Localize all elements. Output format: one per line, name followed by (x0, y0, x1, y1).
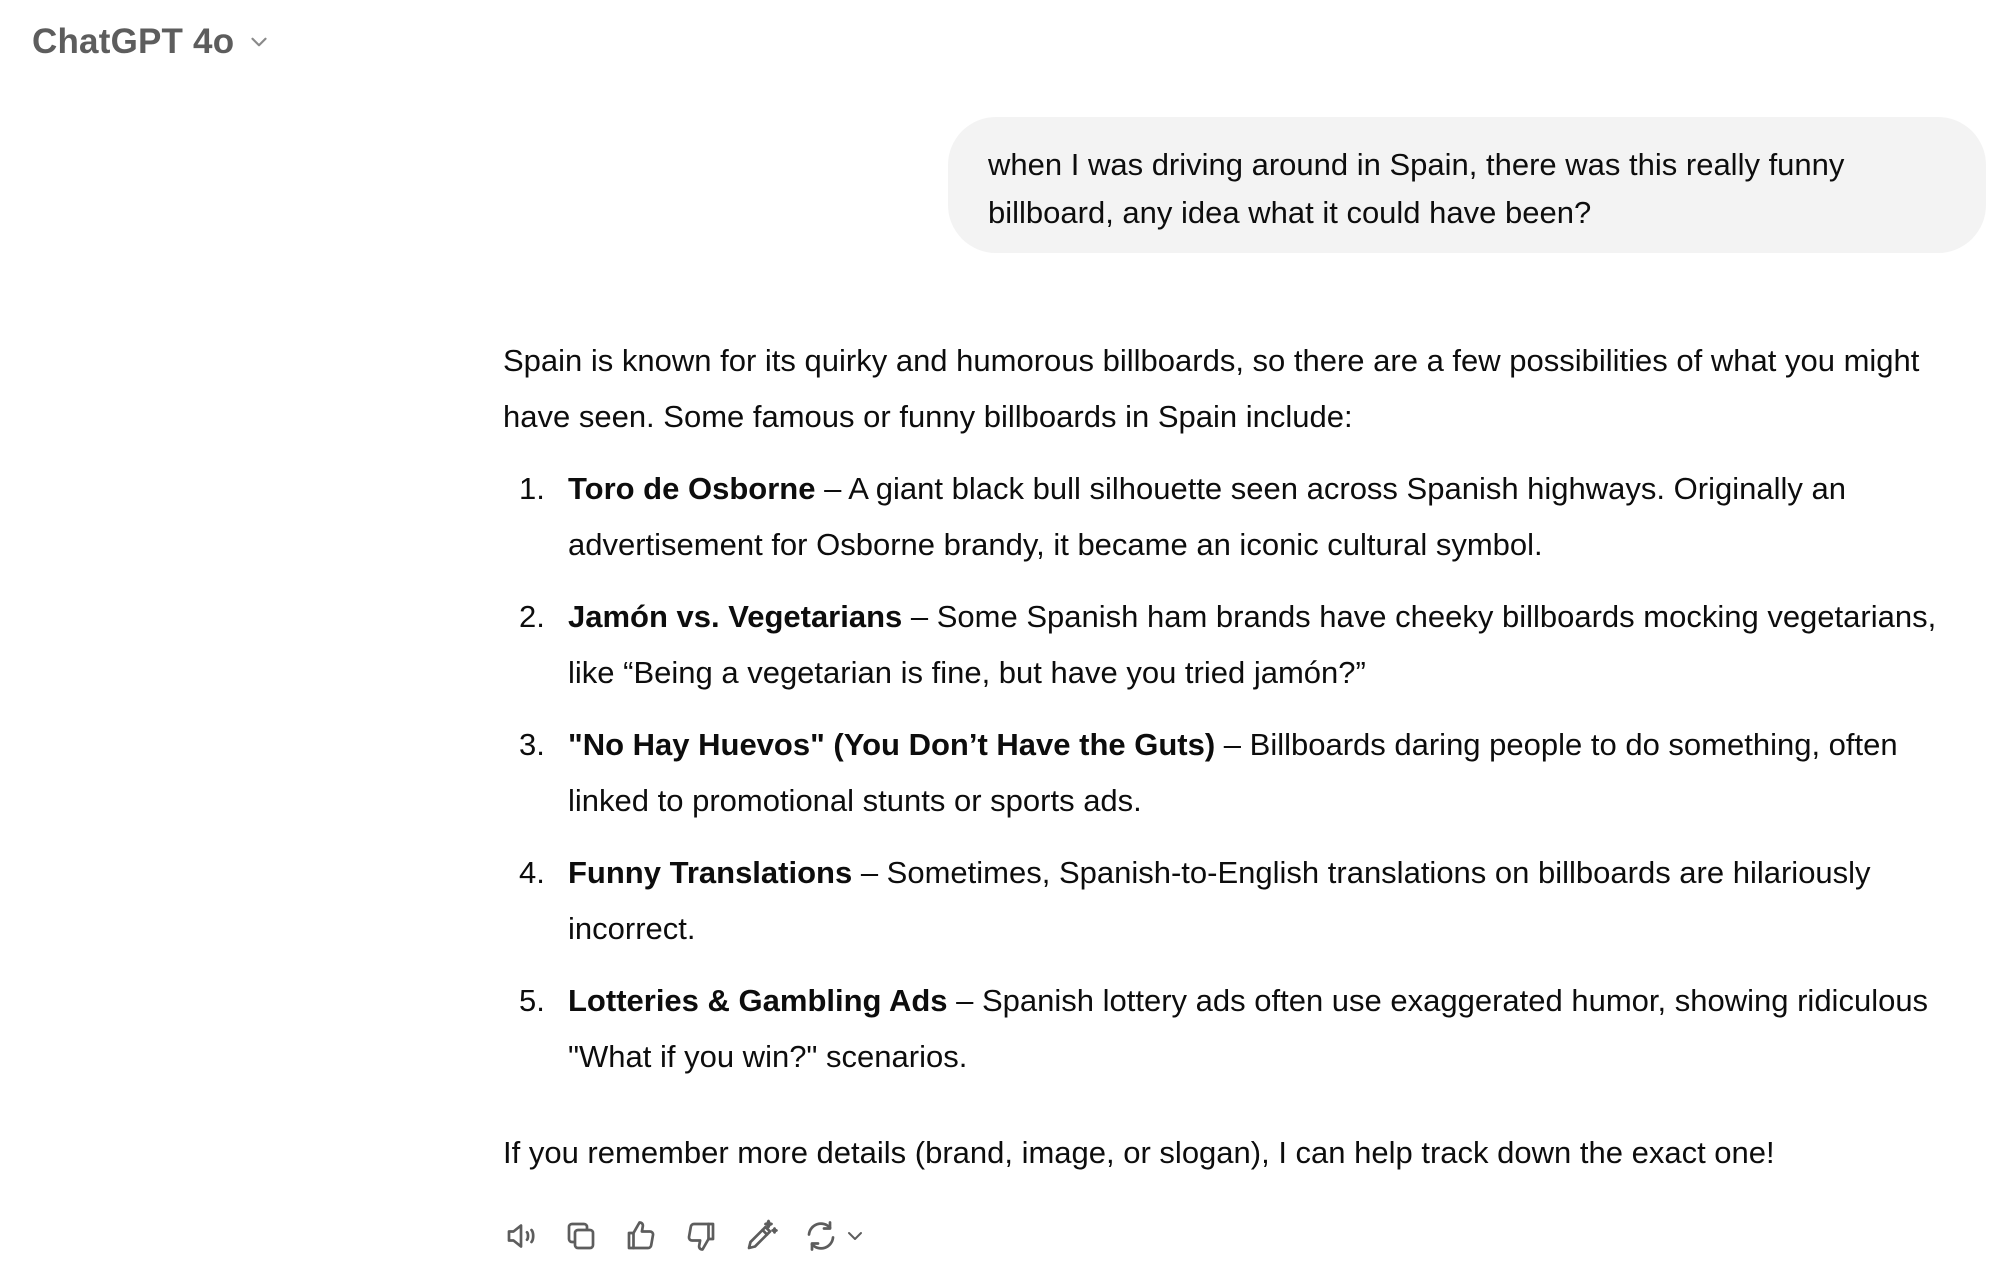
read-aloud-button[interactable] (503, 1218, 539, 1254)
list-item-title: Toro de Osborne (568, 471, 816, 506)
chevron-down-icon (246, 29, 272, 55)
speaker-icon (503, 1218, 539, 1254)
assistant-message (503, 333, 1983, 1181)
list-item-text: – Sometimes, Spanish-to-English translations on billboards are hilariously incorrect. (568, 855, 1871, 946)
edit-in-canvas-button[interactable] (743, 1218, 779, 1254)
thumbs-down-icon (683, 1218, 719, 1254)
chevron-down-icon (843, 1224, 867, 1248)
list-item-text: – A giant black bull silhouette seen across Spanish highways. Originally an advertisement for Osborne brandy, it became an iconic cultural symbol. (568, 471, 1846, 562)
regenerate-button[interactable] (803, 1218, 867, 1254)
list-item-title: Lotteries & Gambling Ads (568, 983, 948, 1018)
assistant-closing: If you remember more details (brand, image, or slogan), I can help track down the exact one! (503, 1135, 1775, 1170)
list-item-text: – Billboards daring people to do something, often linked to promotional stunts or sports ads. (568, 727, 1898, 818)
good-response-button[interactable] (623, 1218, 659, 1254)
list-item-title: Jamón vs. Vegetarians (568, 599, 903, 634)
list-item (503, 589, 1983, 701)
message-actions (503, 1218, 867, 1254)
assistant-intro: Spain is known for its quirky and humorous billboards, so there are a few possibilities of what you might have seen. Some famous or funny billboards in Spain include: (503, 343, 1920, 434)
bad-response-button[interactable] (683, 1218, 719, 1254)
list-item-title: Funny Translations (568, 855, 853, 890)
list-item (503, 461, 1983, 573)
list-item-number: 3. (519, 727, 545, 762)
model-selector[interactable] (32, 22, 272, 62)
list-item-number: 2. (519, 599, 545, 634)
list-item-text: – Spanish lottery ads often use exaggerated humor, showing ridiculous "What if you win?" scenarios. (568, 983, 1929, 1074)
user-message-text: when I was driving around in Spain, there was this really funny billboard, any idea what it could have been? (988, 147, 1845, 230)
list-item-number: 4. (519, 855, 545, 890)
list-item (503, 717, 1983, 829)
edit-canvas-icon (743, 1218, 779, 1254)
list-item-text: – Some Spanish ham brands have cheeky billboards mocking vegetarians, like “Being a vegetarian is fine, but have you tried jamón?” (568, 599, 1937, 690)
list-item (503, 973, 1983, 1085)
copy-button[interactable] (563, 1218, 599, 1254)
list-item-title: "No Hay Huevos" (You Don’t Have the Guts) (568, 727, 1216, 762)
list-item (503, 845, 1983, 957)
model-label: ChatGPT 4o (32, 22, 235, 61)
billboard-list (503, 461, 1983, 1085)
regenerate-icon (803, 1218, 839, 1254)
list-item-number: 5. (519, 983, 545, 1018)
user-message-bubble (948, 117, 1986, 253)
thumbs-up-icon (623, 1218, 659, 1254)
copy-icon (563, 1218, 599, 1254)
list-item-number: 1. (519, 471, 545, 506)
